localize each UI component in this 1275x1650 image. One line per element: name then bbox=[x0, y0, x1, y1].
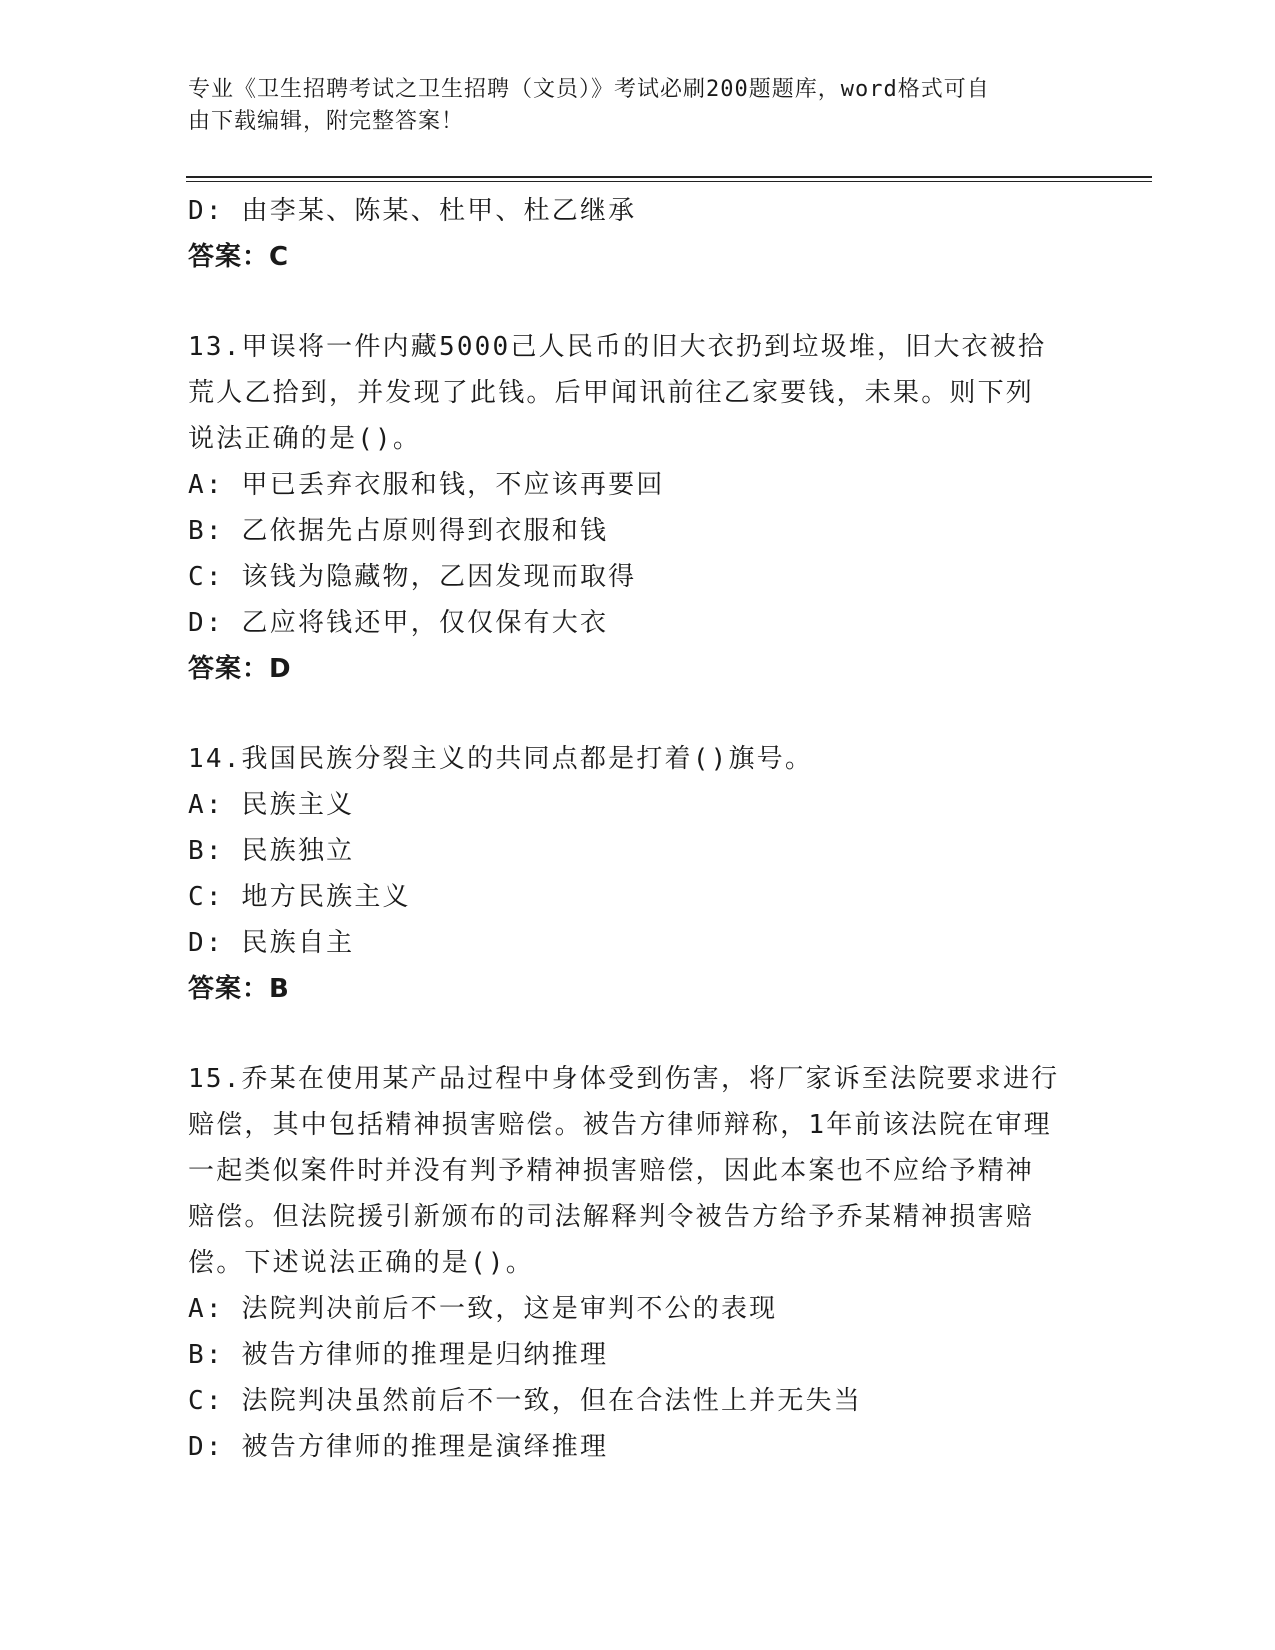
question-13 bbox=[188, 324, 1088, 692]
spacer bbox=[188, 1012, 1088, 1056]
option-a: A: 法院判决前后不一致，这是审判不公的表现 bbox=[188, 1294, 778, 1324]
option-d: D: 民族自主 bbox=[188, 928, 355, 958]
question-stem-line: 赔偿，其中包括精神损害赔偿。被告方律师辩称，1年前该法院在审理 bbox=[188, 1110, 1052, 1140]
question-stem-line: 15.乔某在使用某产品过程中身体受到伤害，将厂家诉至法院要求进行 bbox=[188, 1064, 1060, 1094]
option-c: C: 地方民族主义 bbox=[188, 882, 411, 912]
header-line-2: 由下载编辑，附完整答案！ bbox=[188, 109, 465, 134]
question-stem-line: 一起类似案件时并没有判予精神损害赔偿，因此本案也不应给予精神 bbox=[188, 1156, 1035, 1186]
question-stem-line: 赔偿。但法院援引新颁布的司法解释判令被告方给予乔某精神损害赔 bbox=[188, 1202, 1035, 1232]
page-header bbox=[188, 74, 1068, 138]
question-12-tail bbox=[188, 188, 1088, 280]
option-d: D: 由李某、陈某、杜甲、杜乙继承 bbox=[188, 196, 637, 226]
option-d: D: 被告方律师的推理是演绎推理 bbox=[188, 1432, 609, 1462]
option-b: B: 乙依据先占原则得到衣服和钱 bbox=[188, 516, 609, 546]
spacer bbox=[188, 692, 1088, 736]
option-b: B: 被告方律师的推理是归纳推理 bbox=[188, 1340, 609, 1370]
header-line-1: 专业《卫生招聘考试之卫生招聘（文员）》考试必刷200题题库，word格式可自 bbox=[188, 77, 990, 102]
answer-line: 答案：C bbox=[188, 242, 290, 272]
option-a: A: 甲已丢弃衣服和钱，不应该再要回 bbox=[188, 470, 665, 500]
question-14 bbox=[188, 736, 1088, 1012]
option-c: C: 法院判决虽然前后不一致，但在合法性上并无失当 bbox=[188, 1386, 862, 1416]
answer-line: 答案：D bbox=[188, 654, 292, 684]
document-body bbox=[188, 188, 1088, 1470]
question-stem-line: 偿。下述说法正确的是()。 bbox=[188, 1248, 534, 1278]
question-stem-line: 荒人乙拾到，并发现了此钱。后甲闻讯前往乙家要钱，未果。则下列 bbox=[188, 378, 1035, 408]
answer-line: 答案：B bbox=[188, 974, 290, 1004]
question-stem-line: 13.甲误将一件内藏5000己人民币的旧大衣扔到垃圾堆，旧大衣被拾 bbox=[188, 332, 1047, 362]
question-stem-line: 14.我国民族分裂主义的共同点都是打着()旗号。 bbox=[188, 744, 814, 774]
option-a: A: 民族主义 bbox=[188, 790, 355, 820]
option-b: B: 民族独立 bbox=[188, 836, 355, 866]
header-divider bbox=[186, 176, 1152, 178]
question-15 bbox=[188, 1056, 1088, 1470]
spacer bbox=[188, 280, 1088, 324]
option-d: D: 乙应将钱还甲，仅仅保有大衣 bbox=[188, 608, 609, 638]
question-stem-line: 说法正确的是()。 bbox=[188, 424, 422, 454]
option-c: C: 该钱为隐藏物，乙因发现而取得 bbox=[188, 562, 637, 592]
